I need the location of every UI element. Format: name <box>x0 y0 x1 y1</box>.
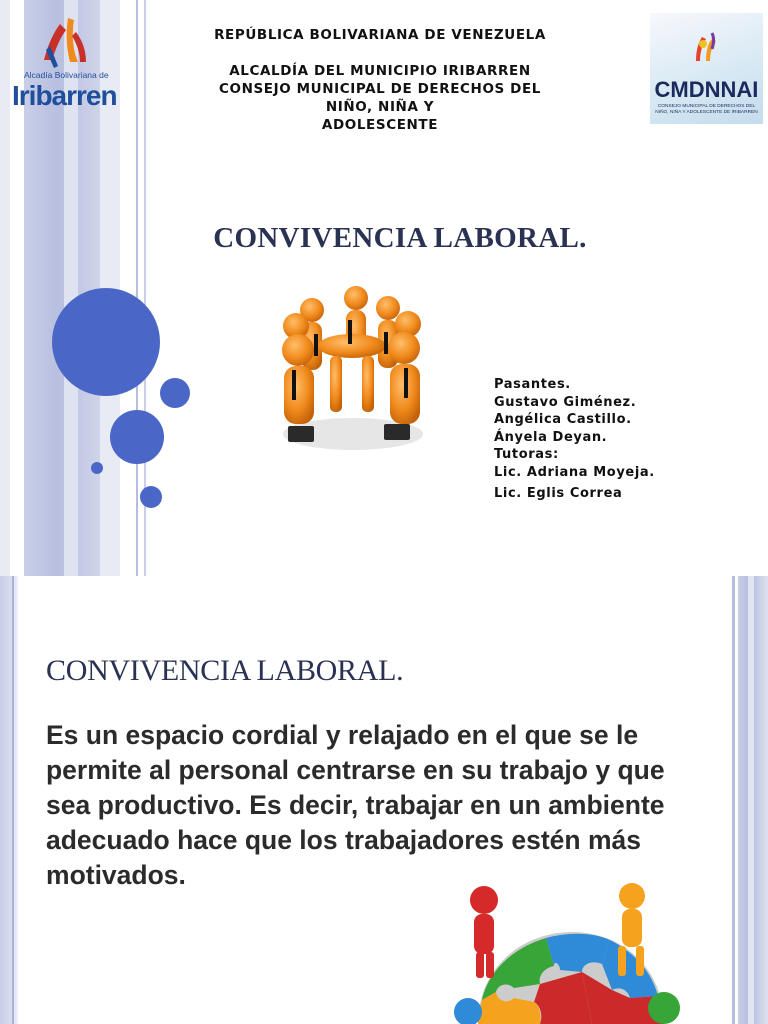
slide-2-right-stripe <box>748 576 754 1024</box>
cmdnnai-logo <box>650 13 763 124</box>
header-council-2: NIÑO, NIÑA Y <box>325 99 435 115</box>
slide-2-right-line <box>732 576 735 1024</box>
left-band-outer <box>0 0 10 576</box>
logo-right-subtitle-1: CONSEJO MUNICIPAL DE DERECHOS DEL <box>657 104 756 109</box>
slide-1-title: CONVIVENCIA LABORAL. <box>213 222 587 254</box>
slide-2-title: CONVIVENCIA LABORAL. <box>46 654 404 687</box>
puzzle-team-figures <box>442 872 692 1024</box>
header-municipality: ALCALDÍA DEL MUNICIPIO IRIBARREN <box>229 63 531 79</box>
decor-circle-large <box>52 288 160 396</box>
logo-right-subtitle-2: NIÑO, NIÑA Y ADOLESCENTE DE IRIBARREN <box>655 110 758 115</box>
header-council-3: ADOLESCENTE <box>321 117 439 133</box>
iribarren-logo <box>10 10 122 110</box>
team-huddle-illustration <box>268 284 438 460</box>
header-country: REPÚBLICA BOLIVARIANA DE VENEZUELA <box>214 27 546 43</box>
logo-right-name: CMDNNAI <box>654 77 759 102</box>
puzzle-team-illustration <box>442 872 692 1024</box>
decor-circle-medium <box>110 410 164 464</box>
decor-circle-small-2 <box>140 486 162 508</box>
header-council-1: CONSEJO MUNICIPAL DE DERECHOS DEL <box>219 81 541 97</box>
credits-line: Lic. Eglis Correa <box>494 486 623 501</box>
slide-2 <box>0 576 768 1024</box>
slide-2-body-text: Es un espacio cordial y relajado en el que se le permite al personal centrarse en su trabajo y que sea productivo. Es decir, trabajar en un ambiente adecuado hace que los trabajadores estén más motivados. <box>46 720 665 890</box>
logo-left-big-text: Iribarren <box>12 80 117 111</box>
left-band-line <box>136 0 138 576</box>
credits-line: Angélica Castillo. <box>494 412 632 427</box>
cmdnnai-logo-mark <box>650 13 763 73</box>
credits-list <box>494 376 655 503</box>
decor-circle-tiny <box>91 462 103 474</box>
credits-line: Pasantes. <box>494 377 571 392</box>
slide-2-body <box>46 718 666 893</box>
credits-line: Ányela Deyan. <box>494 429 608 445</box>
credits-line: Gustavo Giménez. <box>494 394 637 410</box>
slide-2-left-band <box>0 576 18 1024</box>
team-huddle-figures <box>268 284 438 460</box>
credits-line: Tutoras: <box>494 447 559 462</box>
logo-left-small-text: Alcadía Bolivariana de <box>24 70 109 80</box>
credits-line: Lic. Adriana Moyeja. <box>494 464 655 480</box>
decor-circle-small <box>160 378 190 408</box>
slide-2-left-line <box>12 576 14 1024</box>
